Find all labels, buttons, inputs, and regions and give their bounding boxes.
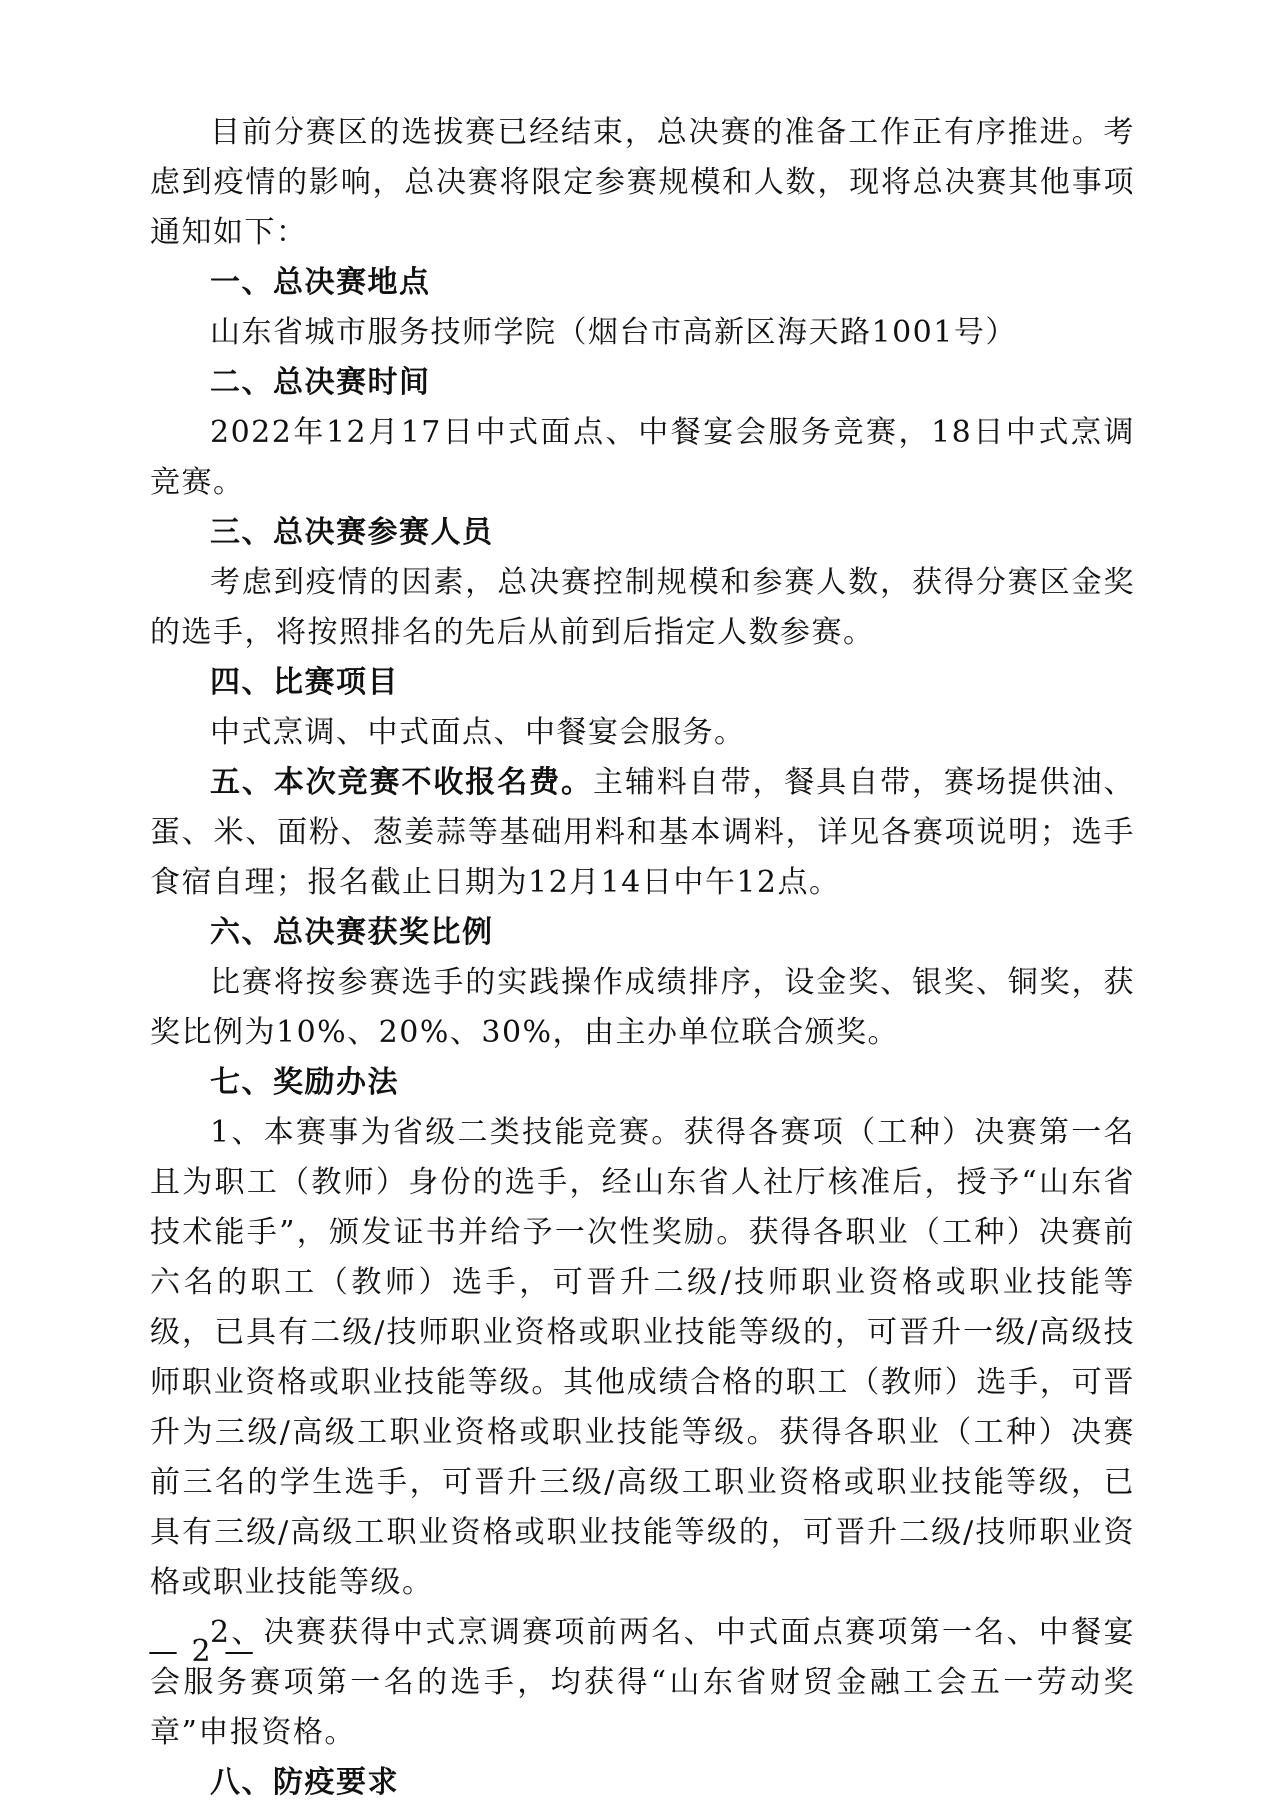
fee-paragraph	[150, 758, 1135, 908]
rewards-paragraph-1: 1、本赛事为省级二类技能竞赛。获得各赛项（工种）决赛第一名且为职工（教师）身份的选手，经山东省人社厅核准后，授予“山东省技术能手”，颁发证书并给予一次性奖励。获得各职业（工种）决赛前六名的职工（教师）选手，可晋升二级/技师职业资格或职业技能等级，已具有二级/技师职业资格或职业技能等级的，可晋升一级/高级技师职业资格或职业技能等级。其他成绩合格的职工（教师）选手，可晋升为三级/高级工职业资格或职业技能等级。获得各职业（工种）决赛前三名的学生选手，可晋升三级/高级工职业资格或职业技能等级，已具有三级/高级工职业资格或职业技能等级的，可晋升二级/技师职业资格或职业技能等级。	[150, 1115, 1135, 1600]
section-heading-events: 四、比赛项目	[210, 665, 399, 700]
time-paragraph: 2022年12月17日中式面点、中餐宴会服务竞赛，18日中式烹调竞赛。	[150, 415, 1135, 500]
fee-text: 主辅料自带，餐具自带，赛场提供油、蛋、米、面粉、葱姜蒜等基础用料和基本调料，详见各赛项说明；选手食宿自理；报名截止日期为12月14日中午12点。	[150, 765, 1136, 900]
award-ratio-paragraph: 比赛将按参赛选手的实践操作成绩排序，设金奖、银奖、铜奖，获奖比例为10%、20%、30%，由主办单位联合颁奖。	[150, 965, 1135, 1050]
rewards-paragraph-2: 2、决赛获得中式烹调赛项前两名、中式面点赛项第一名、中餐宴会服务赛项第一名的选手，均获得“山东省财贸金融工会五一劳动奖章”申报资格。	[150, 1615, 1135, 1750]
page-number: — 2 —	[148, 1634, 257, 1669]
section-heading-rewards: 七、奖励办法	[210, 1065, 399, 1100]
section-heading-participants: 三、总决赛参赛人员	[210, 515, 494, 550]
participants-paragraph: 考虑到疫情的因素，总决赛控制规模和参赛人数，获得分赛区金奖的选手，将按照排名的先后从前到后指定人数参赛。	[150, 565, 1135, 650]
events-paragraph: 中式烹调、中式面点、中餐宴会服务。	[210, 715, 746, 750]
section-heading-time: 二、总决赛时间	[210, 365, 431, 400]
location-paragraph: 山东省城市服务技师学院（烟台市高新区海天路1001号）	[210, 315, 1017, 350]
section-heading-location: 一、总决赛地点	[210, 265, 431, 300]
intro-paragraph: 目前分赛区的选拔赛已经结束，总决赛的准备工作正有序推进。考虑到疫情的影响，总决赛将限定参赛规模和人数，现将总决赛其他事项通知如下：	[150, 115, 1135, 250]
fee-heading: 五、本次竞赛不收报名费。	[210, 765, 593, 800]
section-heading-epidemic: 八、防疫要求	[210, 1765, 399, 1800]
document-body	[150, 108, 1135, 1808]
section-heading-award-ratio: 六、总决赛获奖比例	[210, 915, 494, 950]
